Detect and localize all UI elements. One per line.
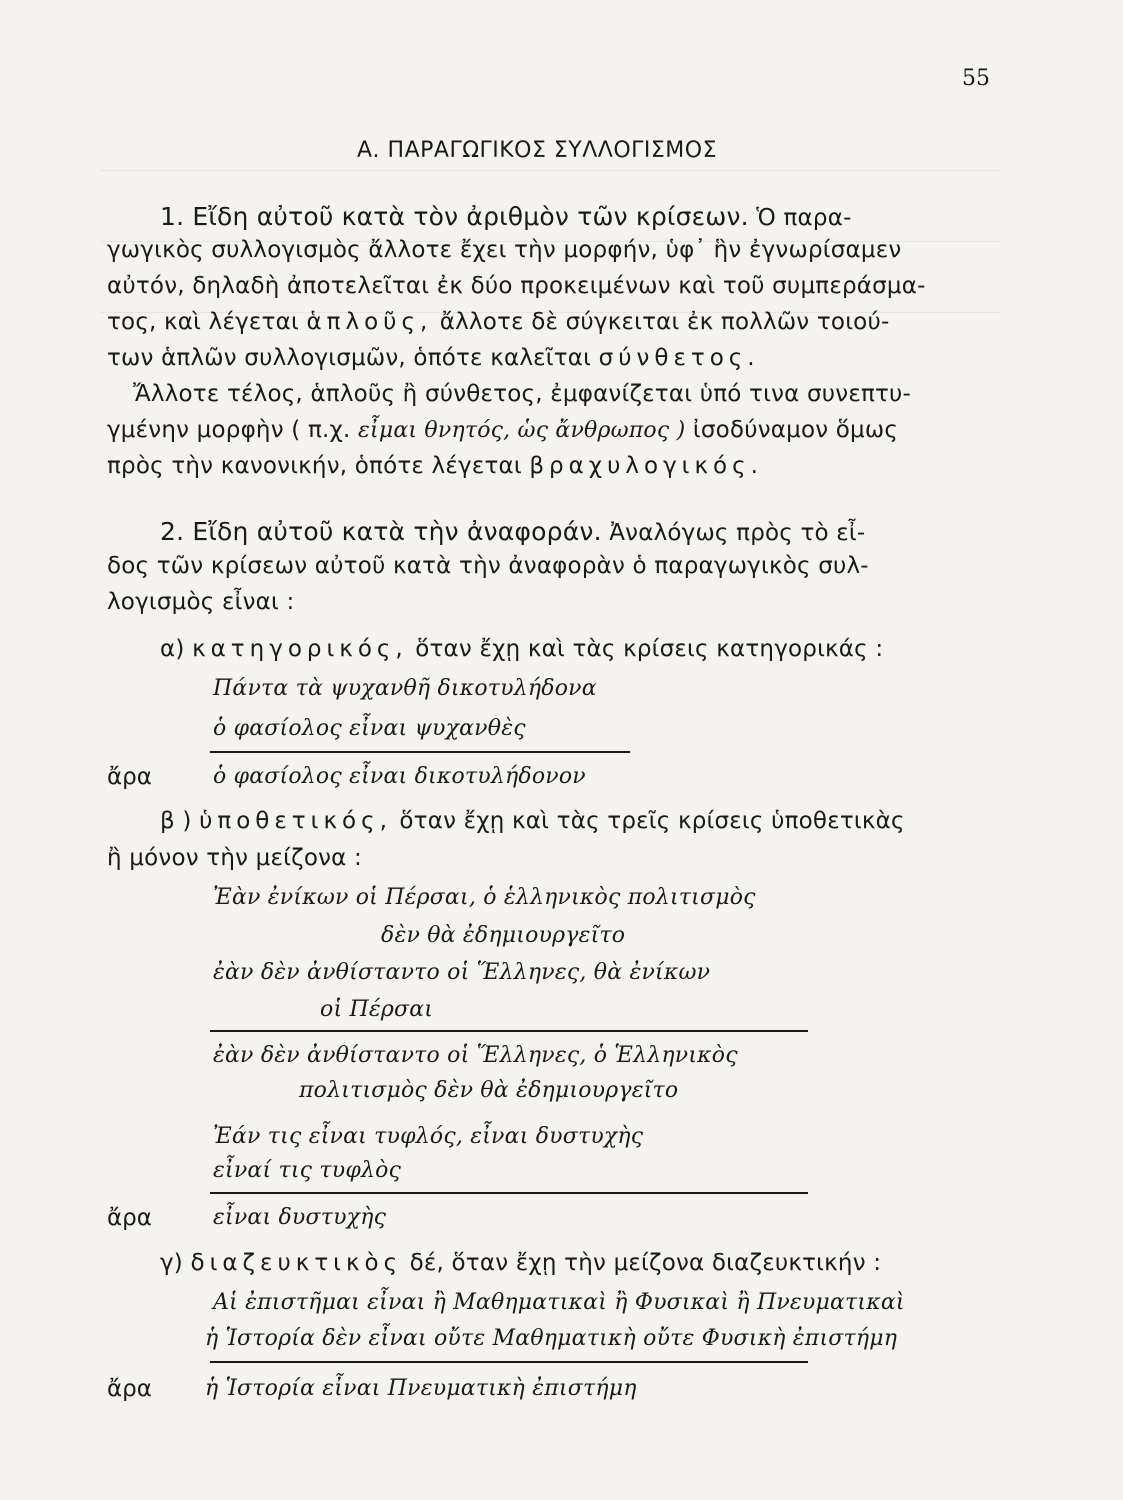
beta-ara: ἄρα [107, 1205, 152, 1231]
term-aplous: ἁπλοῦς, [306, 309, 433, 335]
gamma-rule [210, 1361, 808, 1363]
para2-line-1 [160, 517, 865, 546]
text: γμένην μορφὴν ( π.χ. [107, 417, 351, 443]
beta-premise-2b: οἱ Πέρσαι [320, 997, 434, 1022]
para1-line-7 [107, 417, 898, 443]
text: ὅταν ἔχῃ καὶ τὰς κρίσεις κατηγορικάς : [415, 636, 884, 662]
beta-conclusion-2: εἶναι δυστυχὴς [213, 1205, 387, 1230]
beta-rule-2 [210, 1192, 808, 1194]
alpha-ara: ἄρα [107, 764, 152, 790]
beta-line-2: ἢ μόνον τὴν μείζονα : [107, 845, 362, 871]
term-diazeuktikos: διαζευκτικὸς [190, 1250, 403, 1276]
alpha-conclusion: ὁ φασίολος εἶναι δικοτυλήδονον [213, 764, 586, 789]
gamma-conclusion: ἡ Ἱστορία εἶναι Πνευματικὴ ἐπιστήμη [205, 1376, 637, 1401]
term-brachylogikos: βραχυλογικός. [529, 453, 763, 479]
alpha-marker: α) [160, 636, 185, 662]
text: δέ, ὅταν ἔχῃ τὴν μείζονα διαζευκτικήν : [409, 1250, 882, 1276]
gamma-line [160, 1250, 881, 1276]
term-kategorikos: κατηγορικός, [192, 636, 408, 662]
beta-premise-1b: δὲν θὰ ἐδημιουργεῖτο [381, 923, 626, 948]
text: ἄλλοτε δὲ σύγκειται ἐκ πολλῶν τοιού- [439, 309, 890, 335]
page-number: 55 [962, 66, 990, 91]
beta-rule-1 [210, 1030, 808, 1032]
para1-text: Ὁ παρα- [756, 205, 852, 231]
beta-premise-2a: ἐὰν δὲν ἀνθίσταντο οἱ Ἕλληνες, θὰ ἐνίκων [213, 960, 711, 985]
para1-line-5 [107, 345, 760, 371]
beta-conclusion-b: πολιτισμὸς δὲν θὰ ἐδημιουργεῖτο [299, 1078, 679, 1103]
term-synthetos: σύνθετος. [598, 345, 760, 371]
para1-line-2: γωγικὸς συλλογισμὸς ἄλλοτε ἔχει τὴν μορφήν, ὑφ᾽ ἣν ἐγνωρίσαμεν [107, 237, 902, 263]
para1-line-3: αὐτόν, δηλαδὴ ἀποτελεῖται ἐκ δύο προκειμένων καὶ τοῦ συμπεράσμα- [107, 273, 926, 299]
para1-line-1 [160, 202, 852, 231]
para2-text: Ἀναλόγως πρὸς τὸ εἶ- [609, 520, 866, 546]
beta-conclusion-a: ἐὰν δὲν ἀνθίσταντο οἱ Ἕλληνες, ὁ Ἑλληνικὸς [213, 1043, 738, 1068]
text: ὅταν ἔχῃ καὶ τὰς τρεῖς κρίσεις ὑποθετικὰς [399, 808, 905, 834]
beta-marker: β ) [160, 808, 192, 834]
para2-heading: 2. Εἴδη αὐτοῦ κατὰ τὴν ἀναφοράν. [160, 517, 602, 546]
para1-heading: 1. Εἴδη αὐτοῦ κατὰ τὸν ἀριθμὸν τῶν κρίσεων. [160, 202, 749, 231]
gamma-ara: ἄρα [107, 1376, 152, 1402]
alpha-premise-2: ὁ φασίολος εἶναι ψυχανθὲς [213, 716, 526, 741]
text: των ἁπλῶν συλλογισμῶν, ὁπότε καλεῖται [107, 345, 592, 371]
term-ypothetikos: ὑποθετικός, [199, 808, 392, 834]
text: πρὸς τὴν κανονικήν, ὁπότε λέγεται [107, 453, 522, 479]
beta-premise-5: εἶναί τις τυφλὸς [213, 1158, 402, 1183]
text: ἰσοδύναμον ὅμως [692, 417, 899, 443]
para1-line-8 [107, 453, 763, 479]
example-italic: εἶμαι θνητός, ὡς ἄνθρωπος ) [358, 418, 686, 443]
para2-line-3: λογισμὸς εἶναι : [107, 589, 295, 615]
para1-line-6: Ἄλλοτε τέλος, ἁπλοῦς ἢ σύνθετος, ἐμφανίζεται ὑπό τινα συνεπτυ- [133, 381, 912, 407]
gamma-marker: γ) [160, 1250, 183, 1276]
gamma-premise-1: Αἱ ἐπιστῆμαι εἶναι ἢ Μαθηματικαὶ ἢ Φυσικαὶ ἢ Πνευματικαὶ [213, 1290, 905, 1315]
beta-premise-4: Ἐάν τις εἶναι τυφλός, εἶναι δυστυχὴς [213, 1124, 644, 1149]
beta-line-1 [160, 808, 905, 834]
alpha-rule [210, 751, 630, 753]
text: τος, καὶ λέγεται [107, 309, 299, 335]
alpha-premise-1: Πάντα τὰ ψυχανθῆ δικοτυλήδονα [213, 676, 597, 701]
para2-line-2: δος τῶν κρίσεων αὐτοῦ κατὰ τὴν ἀναφορὰν ὁ παραγωγικὸς συλ- [107, 553, 869, 579]
alpha-line [160, 636, 883, 662]
gamma-premise-2: ἡ Ἱστορία δὲν εἶναι οὔτε Μαθηματικὴ οὔτε Φυσικὴ ἐπιστήμη [205, 1326, 898, 1351]
para1-line-4 [107, 309, 889, 335]
section-title: Α. ΠΑΡΑΓΩΓΙΚΟΣ ΣΥΛΛΟΓΙΣΜΟΣ [357, 138, 717, 163]
beta-premise-1a: Ἐὰν ἐνίκων οἱ Πέρσαι, ὁ ἑλληνικὸς πολιτισμὸς [213, 885, 756, 910]
